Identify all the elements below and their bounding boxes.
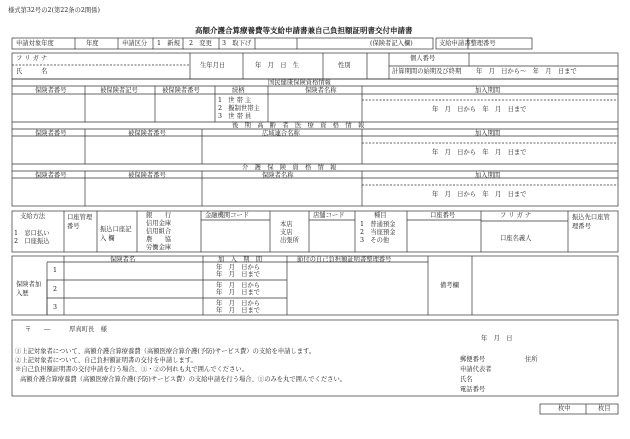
bank-type-bank: 銀 行 xyxy=(146,212,172,219)
birth-value: 年 月 日 生 xyxy=(255,62,300,69)
option-change[interactable]: 2 変更 xyxy=(189,40,212,47)
addressee-line: 〒 ― 厚真町長 様 xyxy=(25,326,107,333)
bank-type-kumiai: 信用組合 xyxy=(146,228,172,235)
elder-col-insurer-no: 保険者番号 xyxy=(35,130,67,137)
history-3-to: 年 月 日まで xyxy=(216,307,261,314)
birth-label: 生年月日 xyxy=(200,62,226,69)
nhi-col-insurer-name: 保険者名称 xyxy=(305,87,337,94)
payment-counter[interactable]: 1 窓口払い xyxy=(14,230,50,237)
transfer-label: 振込口座記 入 欄 xyxy=(100,226,132,242)
application-date: 年 月 日 xyxy=(481,335,513,342)
bank-type-noukyo: 農 協 xyxy=(146,236,172,243)
individual-no-label: 個人番号 xyxy=(410,55,436,62)
elder-col-union: 広域連合名称 xyxy=(262,130,300,137)
bank-code-label: 金融機関コード xyxy=(205,212,250,219)
form-number: 様式第32号の2(第22条の2関係) xyxy=(8,7,100,14)
relation-head[interactable]: 1 世 帯 主 xyxy=(218,97,252,104)
elder-period-value: 年 月 日から 年 月 日まで xyxy=(432,149,527,156)
acct-no-label: 口座番号 xyxy=(430,212,456,219)
history-row-3: 3 xyxy=(53,304,58,311)
branch-branch: 支店 xyxy=(280,229,293,236)
note-3: ※自己負担額証明書の交付申請を行う場合、①・②の何れも丸で囲んでください。 xyxy=(15,366,248,373)
calc-period-label: 計算期間の始期及び終期 xyxy=(392,68,462,75)
care-period-value: 年 月 日から 年 月 日まで xyxy=(432,191,527,198)
nhi-col-number: 被保険者番号 xyxy=(162,87,200,94)
nhi-period-value: 年 月 日から 年 月 日まで xyxy=(432,106,527,113)
acct-mgmt-label: 口座管理番号 xyxy=(67,214,93,230)
history-row-2: 2 xyxy=(53,286,58,293)
remarks-label: 備考欄 xyxy=(440,282,459,289)
insurer-note: (保険者記入欄) xyxy=(370,40,413,47)
nhi-col-insurer-no: 保険者番号 xyxy=(35,87,67,94)
calc-period-value: 年 月 日から～ 年 月 日まで xyxy=(476,68,577,75)
dest-mgmt-label: 振込先口座管理番号 xyxy=(572,214,610,230)
history-2-from: 年 月 日から xyxy=(216,282,261,289)
target-year-label: 申請対象年度 xyxy=(16,40,54,47)
option-new[interactable]: 1 新規 xyxy=(157,40,180,47)
option-withdraw[interactable]: 3 取下げ xyxy=(222,40,252,47)
elder-col-number: 被保険者番号 xyxy=(128,130,166,137)
nhi-col-symbol: 被保険者記号 xyxy=(100,87,138,94)
sheet-total-label: 枚中 xyxy=(558,405,571,412)
nhi-col-period: 加入期間 xyxy=(475,87,501,94)
history-row-1: 1 xyxy=(53,267,58,274)
branch-code-label: 店舗コード xyxy=(313,212,345,219)
nhi-header: 国民健康保険資格情報 xyxy=(268,79,331,86)
category-label: 申請区分 xyxy=(122,40,148,47)
year-unit: 年度 xyxy=(86,40,99,47)
care-col-period: 加入期間 xyxy=(475,172,501,179)
kind-label: 種目 xyxy=(374,212,387,219)
name-label-footer: 氏名 xyxy=(460,376,473,383)
bank-type-rodo: 労働金庫 xyxy=(146,244,172,251)
relation-quasi-head[interactable]: 2 擬制世帯主 xyxy=(218,105,260,112)
mgmt-no-label: 支給申請書整理番号 xyxy=(439,40,496,47)
note-4: 高額介護合算療養費（高額医療合算介護(予防)サービス費）の支給申請を行う場合、①のみを丸で囲んでください。 xyxy=(20,376,347,383)
page-title: 高額介護合算療養費等支給申請書兼自己負担額証明書交付申請書 xyxy=(195,26,413,35)
history-col-insurer: 保険者名 xyxy=(110,256,136,263)
kind-ordinary[interactable]: 1 普通預金 xyxy=(360,221,396,228)
branch-office: 出張所 xyxy=(280,237,299,244)
phone-label: 電話番号 xyxy=(460,386,486,393)
history-1-to: 年 月 日まで xyxy=(216,271,261,278)
care-col-insurer-no: 保険者番号 xyxy=(35,172,67,179)
history-1-from: 年 月 日から xyxy=(216,264,261,271)
payment-method-label: 支給方法 xyxy=(20,213,46,220)
furigana-label: フ リ ガ ナ xyxy=(16,55,48,62)
relation-member[interactable]: 3 世 帯 員 xyxy=(218,113,252,120)
elder-header: 後 期 高 齢 者 医 療 資 格 情 報 xyxy=(232,122,365,129)
history-2-to: 年 月 日まで xyxy=(216,289,261,296)
payment-transfer[interactable]: 2 口座振込 xyxy=(14,238,50,245)
kind-current[interactable]: 2 当座預金 xyxy=(360,229,396,236)
note-2: ②上記対象者について、自己負担額証明書の交付を申請します。 xyxy=(15,357,197,364)
applicant-label: 申請代表者 xyxy=(460,366,492,373)
holder-furigana-label: フ リ ガ ナ xyxy=(500,212,532,219)
bank-type-shinkin: 信用金庫 xyxy=(146,220,172,227)
nhi-col-relation: 続柄 xyxy=(232,87,245,94)
holder-label: 口座名義人 xyxy=(500,235,532,242)
care-col-insurer-name: 保険者名称 xyxy=(262,172,294,179)
care-col-number: 被保険者番号 xyxy=(128,172,166,179)
note-1: ①上記対象者について、高額介護合算療養費（高額医療合算介護(予防)サービス費）の支給を申請します。 xyxy=(15,348,316,355)
sheet-index-label: 枚目 xyxy=(598,405,611,412)
history-col-cert: 節付の自己負担額証明書整理番号 xyxy=(297,256,392,263)
history-3-from: 年 月 日から xyxy=(216,300,261,307)
care-header: 介 護 保 険 資 格 情 報 xyxy=(242,164,337,171)
branch-head: 本店 xyxy=(280,221,293,228)
zip-label: 郵便番号 xyxy=(460,356,486,363)
history-side-label: 保険者加入歴 xyxy=(16,281,42,298)
sex-label: 性別 xyxy=(338,62,351,69)
name-label: 氏 名 xyxy=(16,68,48,75)
history-col-period: 加 入 期 間 xyxy=(218,256,263,263)
address-label: 住所 xyxy=(525,356,538,363)
kind-other[interactable]: 3 その他 xyxy=(360,237,390,244)
elder-col-period: 加入期間 xyxy=(475,130,501,137)
